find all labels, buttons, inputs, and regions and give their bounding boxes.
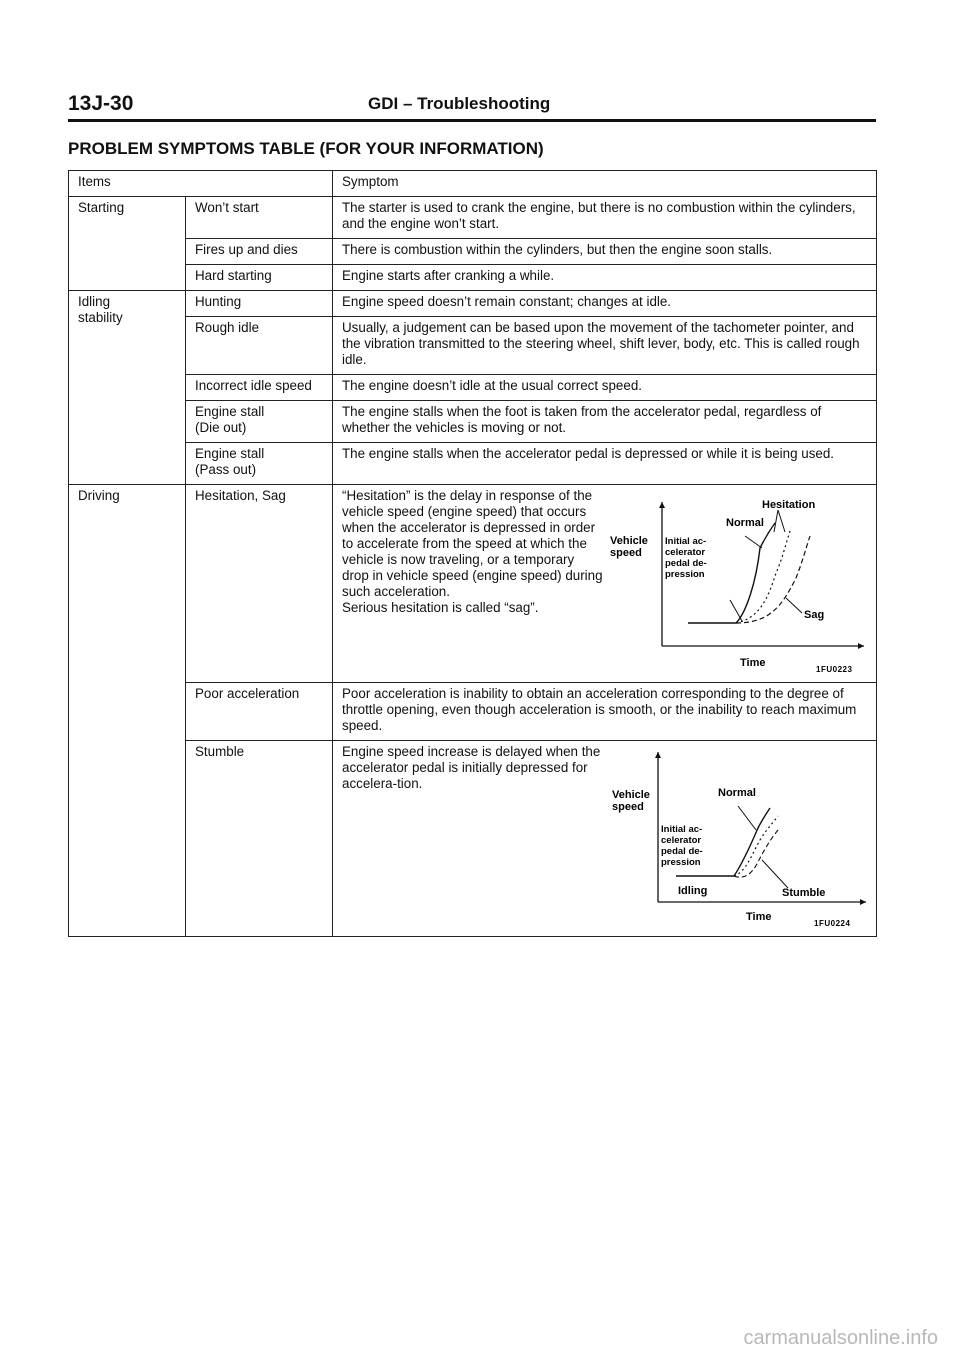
document-title: PROBLEM SYMPTOMS TABLE (FOR YOUR INFORMATION) [68,139,544,158]
table-row [69,291,877,317]
category-idling-stability: Idling stability [69,291,186,485]
table-row [69,197,877,239]
y-label-line-1: Vehicle [610,535,648,547]
item-cell: Engine stall (Die out) [186,401,333,443]
table-row [69,485,877,683]
symptom-cell: The engine stalls when the accelerator pedal is depressed or while it is being used. [333,443,877,485]
item-cell: Stumble [186,741,333,937]
normal-label: Normal [726,517,764,529]
symptom-cell: Engine starts after cranking a while. [333,265,877,291]
y-axis-label [610,535,651,559]
hesitation-leader-b [774,510,778,532]
item-cell: Fires up and dies [186,239,333,265]
symptom-cell: There is combustion within the cylinders, but then the engine soon stalls. [333,239,877,265]
header-symptom: Symptom [333,171,877,197]
table-row [69,443,877,485]
table-row [69,265,877,291]
hesitation-leader-a [778,510,785,532]
stumble-label: Stumble [782,887,826,899]
initial-line-1: Initial ac- [665,536,707,547]
stumble-leader [762,860,788,888]
item-cell: Hard starting [186,265,333,291]
y-label-line-2: speed [610,547,642,559]
initial-line-4: pression [661,857,701,868]
normal-label: Normal [718,787,756,799]
item-cell: Incorrect idle speed [186,375,333,401]
page-header [68,88,876,118]
category-driving: Driving [69,485,186,937]
table-row [69,239,877,265]
category-starting: Starting [69,197,186,291]
stumble-curve [734,816,778,876]
figure-id: 1FU0223 [816,665,853,674]
x-axis-label: Time [746,911,772,923]
hesitation-label: Hesitation [762,499,816,511]
sag-label: Sag [804,609,825,621]
watermark: carmanualsonline.info [743,1327,938,1349]
initial-line-3: pedal de- [665,558,707,569]
x-axis-label: Time [740,657,766,669]
symptom-cell: The starter is used to crank the engine, but there is no combustion within the cylinders, and the engine won’t start. [333,197,877,239]
initial-depression-label [661,824,705,868]
item-cell: Hesitation, Sag [186,485,333,683]
initial-line-4: pression [665,569,705,580]
header-rule [68,119,876,122]
item-cell: Engine stall (Pass out) [186,443,333,485]
symptom-cell [333,741,877,937]
item-cell: Rough idle [186,317,333,375]
symptom-cell [333,485,877,683]
item-cell: Poor acceleration [186,683,333,741]
hesitation-description: “Hesitation” is the delay in response of the vehicle speed (engine speed) that occurs when the accelerator is depressed in order to accelerate from the speed at which the vehicle is now traveling, or a temporary drop in vehicle speed (engine speed) during such acceleration. Serious hesitation is called “sag”. [342,488,603,615]
stumble-diagram [606,744,868,930]
initial-depression-label [665,536,709,580]
y-label-line-2: speed [612,801,644,813]
symptom-cell: Usually, a judgement can be based upon the movement of the tachometer pointer, and the vibration transmitted to the steering wheel, shift lever, body, etc. This is called rough idle. [333,317,877,375]
table-row [69,741,877,937]
symptoms-table [68,170,877,937]
initial-line-1: Initial ac- [661,824,703,835]
hesitation-diagram [610,488,868,676]
normal-leader [745,536,762,548]
symptom-cell: The engine doesn’t idle at the usual correct speed. [333,375,877,401]
table-header-row [69,171,877,197]
item-cell: Hunting [186,291,333,317]
figure-id: 1FU0224 [814,919,851,928]
y-axis-arrow [659,502,665,508]
normal-leader [738,806,756,830]
stumble-description: Engine speed increase is delayed when the accelerator pedal is initially depressed for accelera-tion. [342,744,601,791]
x-axis-arrow [860,899,866,905]
table-row [69,317,877,375]
item-cell: Won’t start [186,197,333,239]
running-title: GDI – Troubleshooting [368,94,551,113]
header-items: Items [69,171,333,197]
initial-line-2: celerator [661,835,702,846]
y-axis-arrow [655,752,661,758]
idling-label: Idling [678,885,708,897]
x-axis-arrow [858,643,864,649]
initial-leader [730,600,742,621]
page-number: 13J-30 [68,92,134,115]
symptom-cell: Poor acceleration is inability to obtain an acceleration corresponding to the degree of throttle opening, even though acceleration is smooth, or the inability to reach maximum speed. [333,683,877,741]
initial-line-2: celerator [665,547,706,558]
table-row [69,683,877,741]
initial-line-3: pedal de- [661,846,703,857]
symptom-cell: Engine speed doesn’t remain constant; changes at idle. [333,291,877,317]
y-label-line-1: Vehicle [612,789,650,801]
table-row [69,401,877,443]
y-axis-label [612,789,653,813]
sag-leader [786,598,802,613]
symptom-cell: The engine stalls when the foot is taken from the accelerator pedal, regardless of whether the vehicles is moving or not. [333,401,877,443]
table-row [69,375,877,401]
